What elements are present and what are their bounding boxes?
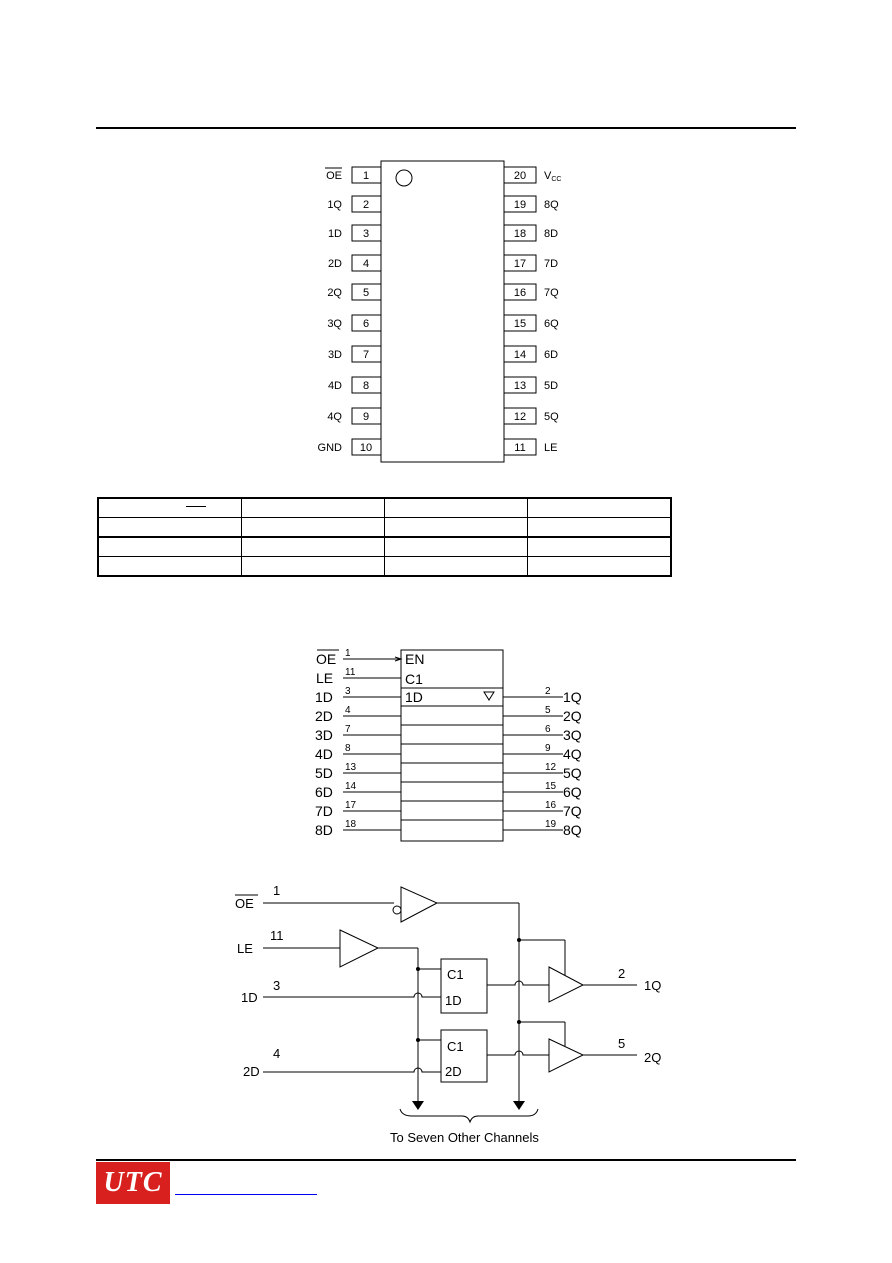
pin-label-1q: 1Q (327, 199, 342, 211)
symbol-io-lines (315, 686, 582, 838)
symbol-output-num: 5 (545, 705, 551, 716)
pin-number: 4 (362, 258, 370, 270)
symbol-ctrl-num: 1 (345, 648, 351, 659)
symbol-input-label: 8D (315, 822, 333, 838)
diag-le-num: 11 (270, 928, 284, 943)
symbol-output-label: 5Q (563, 765, 582, 781)
pin-configuration-diagram (0, 0, 892, 480)
tristate-output-symbol (484, 692, 494, 700)
symbol-output-num: 16 (545, 800, 557, 811)
diag-out2-num: 5 (618, 1036, 626, 1051)
table-cell (385, 557, 528, 577)
diag-oe-label: OE (235, 896, 254, 911)
table-cell (385, 518, 528, 538)
table-row (98, 557, 671, 577)
pin-number: 11 (514, 442, 526, 454)
ic-body (381, 161, 504, 462)
pin-number: 6 (362, 318, 370, 330)
table-cell (242, 518, 385, 538)
symbol-ctrl-num: 11 (345, 667, 356, 678)
table-cell (98, 537, 242, 557)
symbol-output-num: 9 (545, 743, 551, 754)
pin-number: 3 (362, 228, 370, 240)
pin-label-7q: 7Q (544, 287, 559, 299)
pin-label-3q: 3Q (327, 318, 342, 330)
diag-out2-label: 2Q (644, 1050, 662, 1065)
pin-number: 12 (513, 411, 527, 423)
diag-in2-num: 4 (273, 1046, 281, 1061)
pin-number: 15 (513, 318, 527, 330)
table-row (98, 537, 671, 557)
symbol-input-label: 1D (315, 689, 333, 705)
symbol-output-label: 8Q (563, 822, 582, 838)
symbol-c1-label: C1 (405, 671, 423, 687)
pin-label-2d: 2D (327, 258, 342, 270)
diag-caption: To Seven Other Channels (390, 1130, 539, 1145)
latch-1-d: 1D (445, 993, 462, 1008)
table-cell (528, 518, 672, 538)
table-cell (528, 557, 672, 577)
pin-number: 18 (513, 228, 527, 240)
pin-label-4q: 4Q (327, 411, 342, 423)
symbol-input-num: 4 (345, 705, 351, 716)
symbol-en-label: EN (405, 651, 425, 667)
diag-in1-label: 1D (241, 990, 258, 1005)
pin-label-7d: 7D (544, 258, 559, 270)
pin-label-8d: 8D (544, 228, 559, 240)
pin-label-6q: 6Q (544, 318, 559, 330)
diag-in1-num: 3 (273, 978, 281, 993)
pin-label-6d: 6D (544, 349, 559, 361)
table-cell (385, 498, 528, 518)
inverter-bubble (393, 906, 401, 914)
latch-2-d: 2D (445, 1064, 462, 1079)
table-cell (98, 518, 242, 538)
symbol-input-num: 14 (345, 781, 357, 792)
symbol-ctrl-label: LE (316, 670, 334, 686)
table-cell (242, 557, 385, 577)
symbol-output-label: 6Q (563, 784, 582, 800)
symbol-input-label: 7D (315, 803, 333, 819)
footer-rule (96, 1159, 796, 1161)
symbol-control-lines (316, 648, 401, 686)
pin-label-8q: 8Q (544, 199, 559, 211)
logic-symbol (0, 640, 892, 850)
symbol-input-num: 8 (345, 743, 351, 754)
pin-number: 7 (362, 349, 370, 361)
function-table (97, 497, 672, 577)
symbol-output-num: 19 (545, 819, 557, 830)
table-row (98, 498, 671, 518)
symbol-output-num: 12 (545, 762, 557, 773)
pin-number: 14 (513, 349, 527, 361)
symbol-input-label: 5D (315, 765, 333, 781)
table-cell (528, 498, 672, 518)
utc-logo: UTC (96, 1162, 170, 1204)
pin-label-oe: OE (326, 170, 342, 182)
pin-label-1d: 1D (327, 228, 342, 240)
diag-out1-label: 1Q (644, 978, 662, 993)
pin-number: 17 (513, 258, 527, 270)
pin-number: 13 (513, 380, 527, 392)
table-cell (242, 498, 385, 518)
left-pins (318, 167, 381, 455)
latch-2-c1: C1 (447, 1039, 464, 1054)
diag-le-label: LE (237, 941, 253, 956)
table-cell (98, 498, 242, 518)
table-row (98, 518, 671, 538)
down-arrow-icon (412, 1101, 424, 1110)
out-buffer-1 (549, 967, 583, 1002)
pin-label-5q: 5Q (544, 411, 559, 423)
right-pins (504, 167, 561, 455)
symbol-input-label: 4D (315, 746, 333, 762)
logic-diagram (0, 870, 892, 1155)
pin-number: 8 (362, 380, 370, 392)
symbol-ctrl-label: OE (316, 651, 337, 667)
diag-out1-num: 2 (618, 966, 626, 981)
diag-in2-label: 2D (243, 1064, 260, 1079)
pin-number: 20 (513, 170, 527, 182)
pin-label-3d: 3D (327, 349, 342, 361)
latch-1-c1: C1 (447, 967, 464, 982)
pin-label-4d: 4D (327, 380, 342, 392)
pin-number: 9 (362, 411, 370, 423)
pin-number: 2 (362, 199, 370, 211)
pin-number: 10 (359, 442, 373, 454)
down-arrow-icon (513, 1101, 525, 1110)
symbol-input-label: 6D (315, 784, 333, 800)
diag-oe-num: 1 (273, 883, 281, 898)
symbol-input-num: 17 (345, 800, 357, 811)
symbol-input-num: 18 (345, 819, 357, 830)
oe-buffer (401, 887, 437, 922)
pin-number: 1 (362, 170, 370, 182)
symbol-output-label: 1Q (563, 689, 582, 705)
symbol-output-num: 6 (545, 724, 551, 735)
footer-link-underline[interactable] (175, 1194, 317, 1195)
symbol-input-label: 3D (315, 727, 333, 743)
pin1-marker (396, 170, 412, 186)
le-buffer (340, 930, 378, 967)
pin-label-v: VCC (544, 170, 562, 183)
brace (400, 1109, 538, 1122)
symbol-1d-label: 1D (405, 689, 423, 705)
pin-label-le: LE (544, 442, 558, 454)
pin-label-gnd: GND (317, 442, 342, 454)
pin-number: 5 (362, 287, 370, 299)
symbol-input-num: 3 (345, 686, 351, 697)
symbol-output-label: 3Q (563, 727, 582, 743)
pin-label-5d: 5D (544, 380, 559, 392)
symbol-output-num: 2 (545, 686, 551, 697)
symbol-input-num: 13 (345, 762, 357, 773)
symbol-input-label: 2D (315, 708, 333, 724)
pin-label-2q: 2Q (327, 287, 342, 299)
table-cell (385, 537, 528, 557)
symbol-output-num: 15 (545, 781, 557, 792)
pin-number: 19 (513, 199, 527, 211)
out-buffer-2 (549, 1039, 583, 1072)
table-cell (242, 537, 385, 557)
table-cell (98, 557, 242, 577)
table-cell (528, 537, 672, 557)
symbol-input-num: 7 (345, 724, 351, 735)
pin-number: 16 (513, 287, 527, 299)
symbol-output-label: 2Q (563, 708, 582, 724)
symbol-output-label: 7Q (563, 803, 582, 819)
symbol-output-label: 4Q (563, 746, 582, 762)
